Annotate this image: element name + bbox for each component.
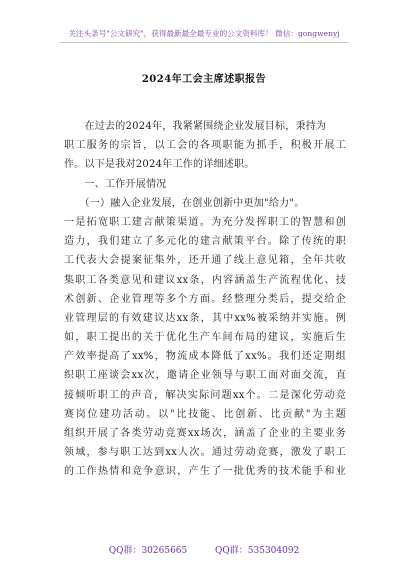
subsection-heading: （一）融入企业发展，在创业创新中更加"给力"。 bbox=[64, 197, 305, 209]
body-line: 在过去的2024年，我紧紧围绕企业发展目标，秉持为 bbox=[64, 121, 327, 132]
body-line: 一是拓宽职工建言献策渠道。为充分发挥职工的智慧和创 bbox=[64, 216, 346, 228]
footer-contacts bbox=[0, 543, 408, 556]
body-line: 赛岗位建功活动。以"比技能、比创新、比贡献"为主题 bbox=[64, 408, 346, 420]
header-divider bbox=[60, 42, 348, 43]
body-line: 领域，参与职工达到xx人次。通过劳动竞赛，激发了职工 bbox=[64, 447, 346, 459]
body-line: 的工作热情和竞争意识，产生了一批优秀的技术能手和业 bbox=[64, 466, 346, 478]
footer-qq-group-2: QQ群：535304092 bbox=[215, 546, 300, 556]
body-line: 集职工各类意见和建议xx条，内容涵盖生产流程优化、技 bbox=[64, 274, 346, 286]
body-line: 产效率提高了xx%，物流成本降低了xx%。我们还定期组 bbox=[64, 351, 346, 363]
body-line: 职工服务的宗旨，以工会的各项职能为抓手，积极开展工 bbox=[64, 140, 346, 152]
body-line: 组织开展了各类劳动竞赛xx场次，涵盖了企业的主要业务 bbox=[64, 428, 346, 439]
section-heading: 一、工作开展情况 bbox=[64, 178, 167, 190]
body-line: 工代表大会提案征集外，还开通了线上意见箱，全年共收 bbox=[64, 255, 346, 267]
body-line: 造力，我们建立了多元化的建言献策平台。除了传统的职 bbox=[64, 236, 346, 248]
header-promo-note: 关注头条号"公文研究"，获得最新最全最专业的公文资料库！ 微信：gongwenyj bbox=[68, 29, 340, 38]
document-body bbox=[64, 117, 346, 482]
body-line: 术创新、企业管理等多个方面。经整理分类后，提交给企 bbox=[64, 293, 346, 305]
body-line: 如，职工提出的关于优化生产车间布局的建议，实施后生 bbox=[64, 332, 346, 344]
body-line: 织职工座谈会xx次，邀请企业领导与职工面对面交流，直 bbox=[64, 370, 346, 382]
body-line: 作。以下是我对2024年工作的详细述职。 bbox=[64, 159, 255, 171]
footer-qq-group-1: QQ群：30265665 bbox=[108, 546, 188, 556]
body-line: 业管理层的有效建议达xx条，其中xx%被采纳并实施。例 bbox=[64, 312, 346, 324]
body-line: 接倾听职工的声音，解决实际问题xx个。二是深化劳动竞 bbox=[64, 389, 346, 401]
document-title: 2024年工会主席述职报告 bbox=[141, 74, 267, 85]
